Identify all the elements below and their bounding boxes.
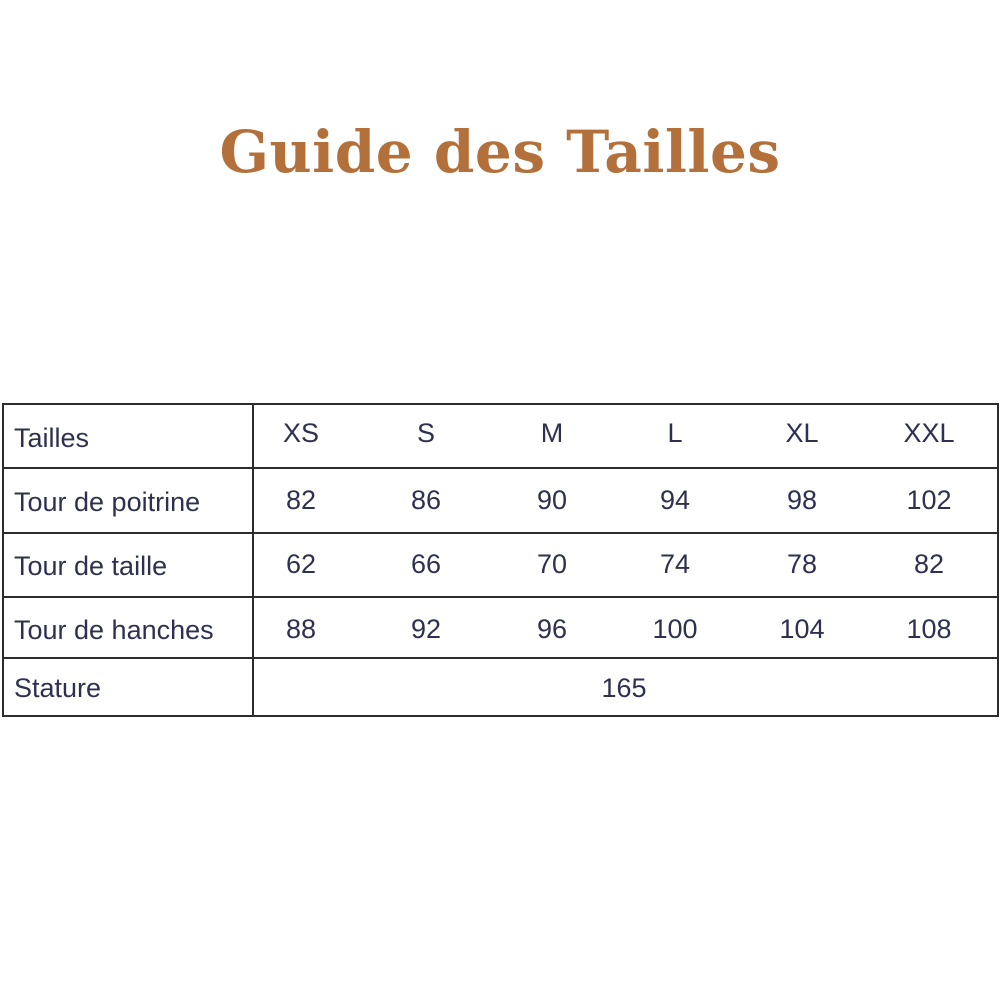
table-cell: 108 bbox=[906, 614, 952, 644]
table-cell: 94 bbox=[659, 485, 691, 515]
table-cell: 88 bbox=[285, 614, 317, 644]
table-cell: 82 bbox=[285, 485, 317, 515]
table-cell: 74 bbox=[659, 549, 691, 579]
table-cell: 70 bbox=[536, 549, 568, 579]
table-cell: 102 bbox=[906, 485, 952, 515]
table-cell: 104 bbox=[779, 614, 825, 644]
column-divider bbox=[252, 403, 254, 717]
table-cell: 78 bbox=[786, 549, 818, 579]
size-header: L bbox=[667, 418, 683, 448]
page-title: Guide des Tailles bbox=[219, 118, 781, 186]
stature-value: 165 bbox=[601, 673, 647, 703]
row-divider bbox=[2, 467, 999, 469]
table-cell: 96 bbox=[536, 614, 568, 644]
size-header: XXL bbox=[903, 418, 955, 448]
table-cell: 82 bbox=[913, 549, 945, 579]
size-header: XS bbox=[282, 418, 320, 448]
table-cell: 92 bbox=[410, 614, 442, 644]
size-header: XL bbox=[785, 418, 819, 448]
table-cell: 86 bbox=[410, 485, 442, 515]
table-cell: 98 bbox=[786, 485, 818, 515]
row-label: Tour de taille bbox=[14, 551, 168, 581]
size-header: M bbox=[540, 418, 564, 448]
table-cell: 100 bbox=[652, 614, 698, 644]
row-label: Stature bbox=[14, 673, 102, 703]
size-header: S bbox=[416, 418, 436, 448]
table-cell: 66 bbox=[410, 549, 442, 579]
row-divider bbox=[2, 532, 999, 534]
row-divider bbox=[2, 596, 999, 598]
table-cell: 90 bbox=[536, 485, 568, 515]
table-cell: 62 bbox=[285, 549, 317, 579]
row-label: Tour de poitrine bbox=[14, 487, 201, 517]
row-divider bbox=[2, 657, 999, 659]
row-label: Tour de hanches bbox=[14, 615, 214, 645]
header-label: Tailles bbox=[14, 423, 90, 453]
